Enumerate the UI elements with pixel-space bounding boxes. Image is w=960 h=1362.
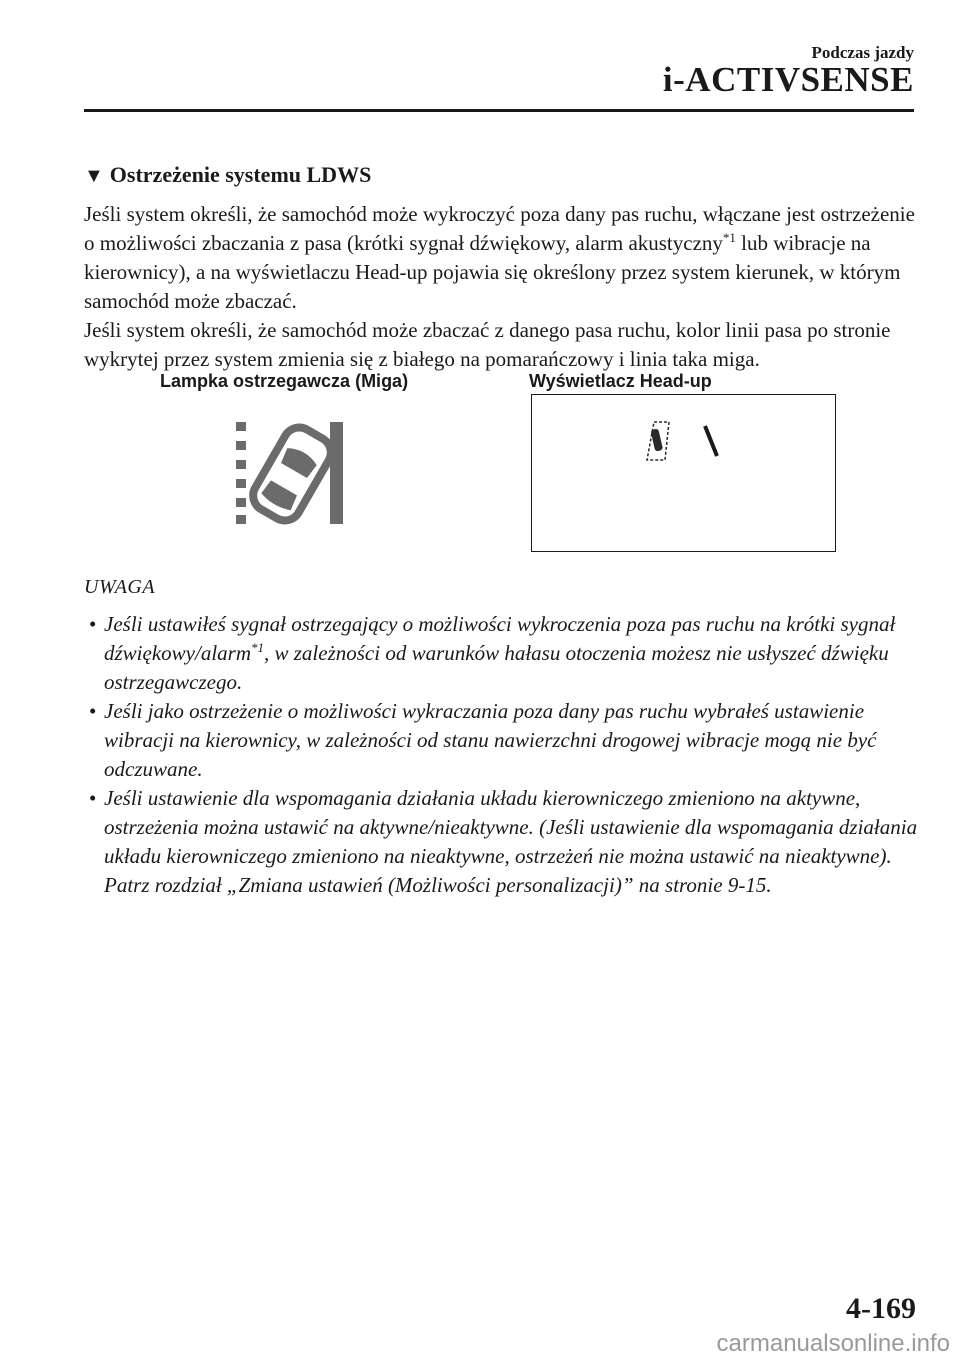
triangle-marker-icon: ▼	[84, 165, 104, 187]
body-paragraph-1	[84, 200, 924, 316]
page-reference: Patrz rozdział „Zmiana ustawień (Możliwości personalizacji)” na stronie 9-15.	[104, 873, 772, 897]
body-paragraph-2: Jeśli system określi, że samochód może zbaczać z danego pasa ruchu, kolor linii pasa po stronie wykrytej przez system zmienia się z białego na pomarańczowy i linia taka miga.	[84, 318, 891, 371]
body-text	[84, 200, 924, 374]
footnote-marker: *1	[722, 230, 736, 245]
head-up-lane-display-icon	[531, 394, 836, 552]
note-item-text	[104, 610, 924, 697]
bullet-icon: •	[89, 612, 97, 636]
running-section-label: Podczas jazdy	[811, 43, 914, 62]
header-divider	[84, 109, 914, 112]
warning-lamp-label: Lampka ostrzegawcza (Miga)	[160, 371, 409, 391]
note-item-text-part-1: Jeśli ustawiłeś sygnał ostrzegający o możliwości wykroczenia poza pas ruchu na krótki sygnał dźwiękowy/alarm	[104, 612, 896, 665]
footnote-marker: *1	[251, 640, 264, 655]
bullet-icon: •	[89, 786, 97, 810]
note-item	[84, 610, 924, 697]
body-paragraph-1-part-1: Jeśli system określi, że samochód może wykroczyć poza dany pas ruchu, włączane jest ostrzeżenie o możliwości zbaczania z pasa (krótki sygnał dźwiękowy, alarm akustyczny	[84, 202, 915, 255]
body-paragraph-1-part-2: lub wibracje na kierownicy), a na wyświetlaczu Head-up pojawia się określony przez system kierunek, w którym samochód może zbaczać.	[84, 231, 901, 313]
page-number: 4-169	[846, 1292, 916, 1325]
note-label: UWAGA	[84, 576, 156, 598]
note-item-text: Jeśli jako ostrzeżenie o możliwości wykraczania poza dany pas ruchu wybrałeś ustawienie wibracji na kierownicy, w zależności od stanu nawierzchni drogowej wibracje mogą nie być odczuwane.	[104, 699, 877, 781]
note-item	[84, 697, 924, 784]
watermark: carmanualsonline.info	[716, 1330, 950, 1357]
chapter-title: i-ACTIVSENSE	[662, 60, 914, 99]
bullet-icon: •	[89, 699, 97, 723]
note-item-text: Jeśli ustawienie dla wspomagania działania układu kierowniczego zmieniono na aktywne, ostrzeżenia można ustawić na aktywne/nieaktywne. (Jeśli ustawienie dla wspomagania działania układu kierowniczego zmieniono na nieaktywne, ostrzeżeń nie można ustawić na nieaktywne).	[104, 786, 918, 868]
notes-list	[84, 610, 924, 900]
section-heading	[84, 162, 371, 188]
section-heading-text: Ostrzeżenie systemu LDWS	[109, 162, 372, 187]
note-item-text-part-2: , w zależności od warunków hałasu otoczenia możesz nie usłyszeć dźwięku ostrzegawczego.	[104, 641, 889, 694]
lane-departure-warning-icon	[222, 414, 352, 529]
hud-label: Wyświetlacz Head-up	[529, 371, 712, 391]
note-item	[84, 784, 924, 900]
